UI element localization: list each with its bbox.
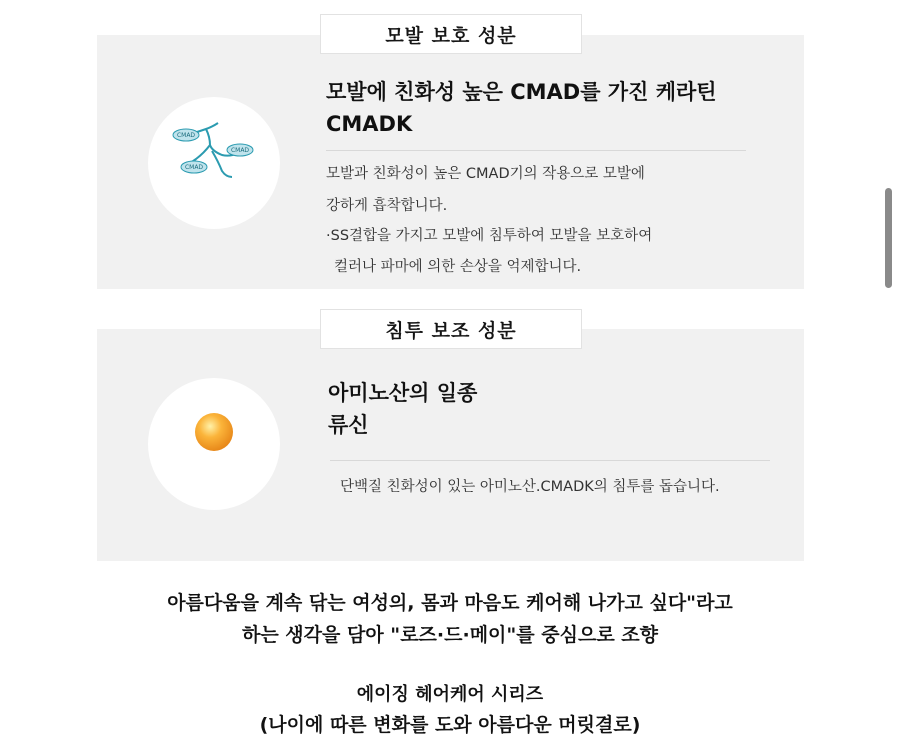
headline-line: 아미노산의 일종 [328, 381, 478, 405]
series-subtitle: (나이에 따른 변화를 도와 아름다운 머릿결로) [259, 714, 641, 736]
description-line: 컬러나 파마에 의한 손상을 억제합니다. [334, 259, 582, 275]
headline-line: 모발에 친화성 높은 CMAD를 가진 케라틴 [326, 80, 717, 104]
footer-tagline-line: 아름다움을 계속 닦는 여성의, 몸과 마음도 케어해 나가고 싶다"라고 [167, 592, 733, 614]
description-line: ·SS결합을 가지고 모발에 침투하여 모발을 보호하여 [326, 228, 653, 244]
description-line: 모발과 친화성이 높은 CMAD기의 작용으로 모발에 [326, 166, 645, 182]
description-line: 강하게 흡착합니다. [326, 198, 448, 214]
section-headline-hair-protection [326, 76, 766, 140]
section-headline-penetration-aid [328, 377, 628, 441]
section-title-penetration-aid: 침투 보조 성분 [320, 309, 582, 349]
divider [330, 460, 770, 461]
headline-line: 류신 [328, 413, 369, 437]
molecule-label: CMAD [230, 147, 250, 154]
description-line: 단백질 친화성이 있는 아미노산.CMADK의 침투를 돕습니다. [340, 479, 720, 495]
molecule-label: CMAD [184, 164, 204, 171]
footer-tagline-line: 하는 생각을 담아 "로즈·드·메이"를 중심으로 조향 [241, 624, 659, 646]
scrollbar-thumb[interactable] [885, 188, 892, 288]
headline-line: CMADK [326, 112, 413, 136]
molecule-label: CMAD [176, 132, 196, 139]
series-name: 에이징 헤어케어 시리즈 [356, 684, 544, 705]
orange-sphere-icon [148, 378, 280, 510]
divider [326, 150, 746, 151]
molecule-chain-icon [148, 97, 280, 229]
section-title-hair-protection: 모발 보호 성분 [320, 14, 582, 54]
